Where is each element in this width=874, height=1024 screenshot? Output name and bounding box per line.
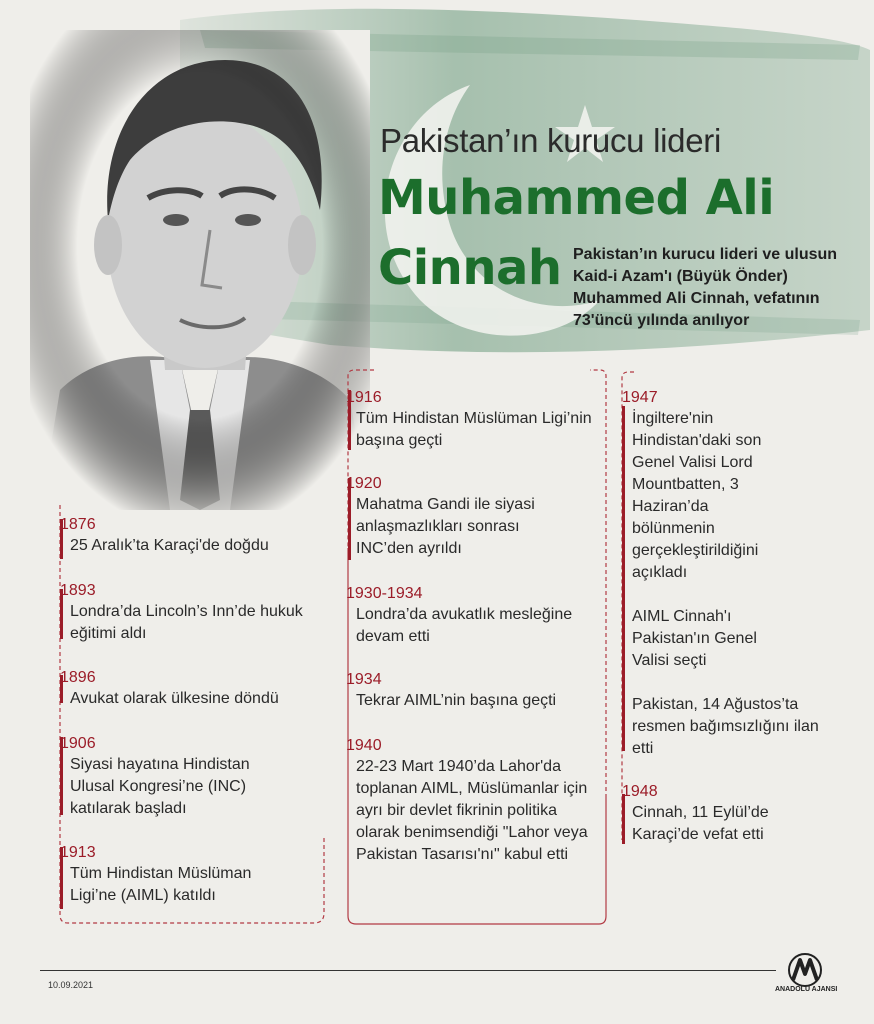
entry-description: Londra’da avukatlık mesleğine devam etti [356,606,573,645]
entry-description: Cinnah, 11 Eylül’de Karaçi’de vefat etti [632,804,769,843]
year-label: 1906 [60,735,96,752]
agency-name: ANADOLU AJANSI [775,986,838,993]
entry-description: Londra’da Lincoln’s Inn’de hukuk eğitimi aldı [70,603,303,642]
timeline-entry-1934 [346,670,601,712]
entry-description: 22-23 Mart 1940’da Lahor'da toplanan AIML, Müslümanlar için ayrı bir devlet fikrinin politika olarak benimsendiği "Lahor veya Pakistan Tasarısı'nı" kabul etti [356,758,588,863]
timeline-entry-1913 [60,843,290,907]
year-label: 1876 [60,516,96,533]
year-label: 1930-1934 [346,585,423,602]
entry-description: Avukat olarak ülkesine döndü [70,690,279,707]
title-line-1: Muhammed Ali [378,170,775,226]
year-label: 1916 [346,389,382,406]
intro-text: Pakistan’ın kurucu lideri ve ulusun Kaid-i Azam'ı (Büyük Önder) Muhammed Ali Cinnah, vefatının 73'üncü yılında anılıyor [573,246,838,329]
entry-description-1: İngiltere'nin Hindistan'daki son Genel Valisi Lord Mountbatten, 3 Haziran’da bölünmenin gerçekleştirildiğini açıkladı [632,410,762,581]
entry-description-3: Pakistan, 14 Ağustos’ta resmen bağımsızlığını ilan etti [632,696,819,757]
entry-description: Tüm Hindistan Müslüman Ligi’nin başına geçti [356,410,592,449]
footer-divider [40,970,776,971]
title-line-2: Cinnah [378,240,562,296]
timeline-entry-1906 [60,734,290,820]
year-label: 1948 [622,783,658,800]
year-label: 1934 [346,671,382,688]
subtitle: Pakistan’ın kurucu lideri [380,122,721,159]
timeline-entry-1948 [622,782,822,846]
year-label: 1947 [622,389,658,406]
entry-description-2: AIML Cinnah'ı Pakistan'ın Genel Valisi seçti [632,608,757,669]
entry-description: Mahatma Gandi ile siyasi anlaşmazlıkları sonrası INC’den ayrıldı [356,496,535,557]
year-label: 1896 [60,669,96,686]
entry-description: Tekrar AIML’nin başına geçti [356,692,557,709]
entry-description: 25 Aralık’ta Karaçi'de doğdu [70,537,269,554]
portrait-photo [30,30,370,510]
timeline-entry-1876 [60,515,320,557]
entry-description: Siyasi hayatına Hindistan Ulusal Kongresi’ne (INC) katılarak başladı [70,756,250,817]
timeline-entry-1947 [622,388,822,760]
timeline-column-1 [58,505,326,925]
timeline-entry-1896 [60,668,320,710]
footer-date: 10.09.2021 [48,980,94,990]
timeline-entry-1940 [346,736,596,866]
year-label: 1893 [60,582,96,599]
timeline-entry-1916 [346,388,601,452]
timeline-entry-1893 [60,581,310,645]
timeline-entry-1920 [346,474,576,560]
year-label: 1913 [60,844,96,861]
year-label: 1940 [346,737,382,754]
timeline-column-2 [344,368,612,928]
entry-description: Tüm Hindistan Müslüman Ligi’ne (AIML) katıldı [70,865,252,904]
timeline-column-3 [620,370,840,850]
year-label: 1920 [346,475,382,492]
timeline-entry-1930-1934 [346,584,586,648]
